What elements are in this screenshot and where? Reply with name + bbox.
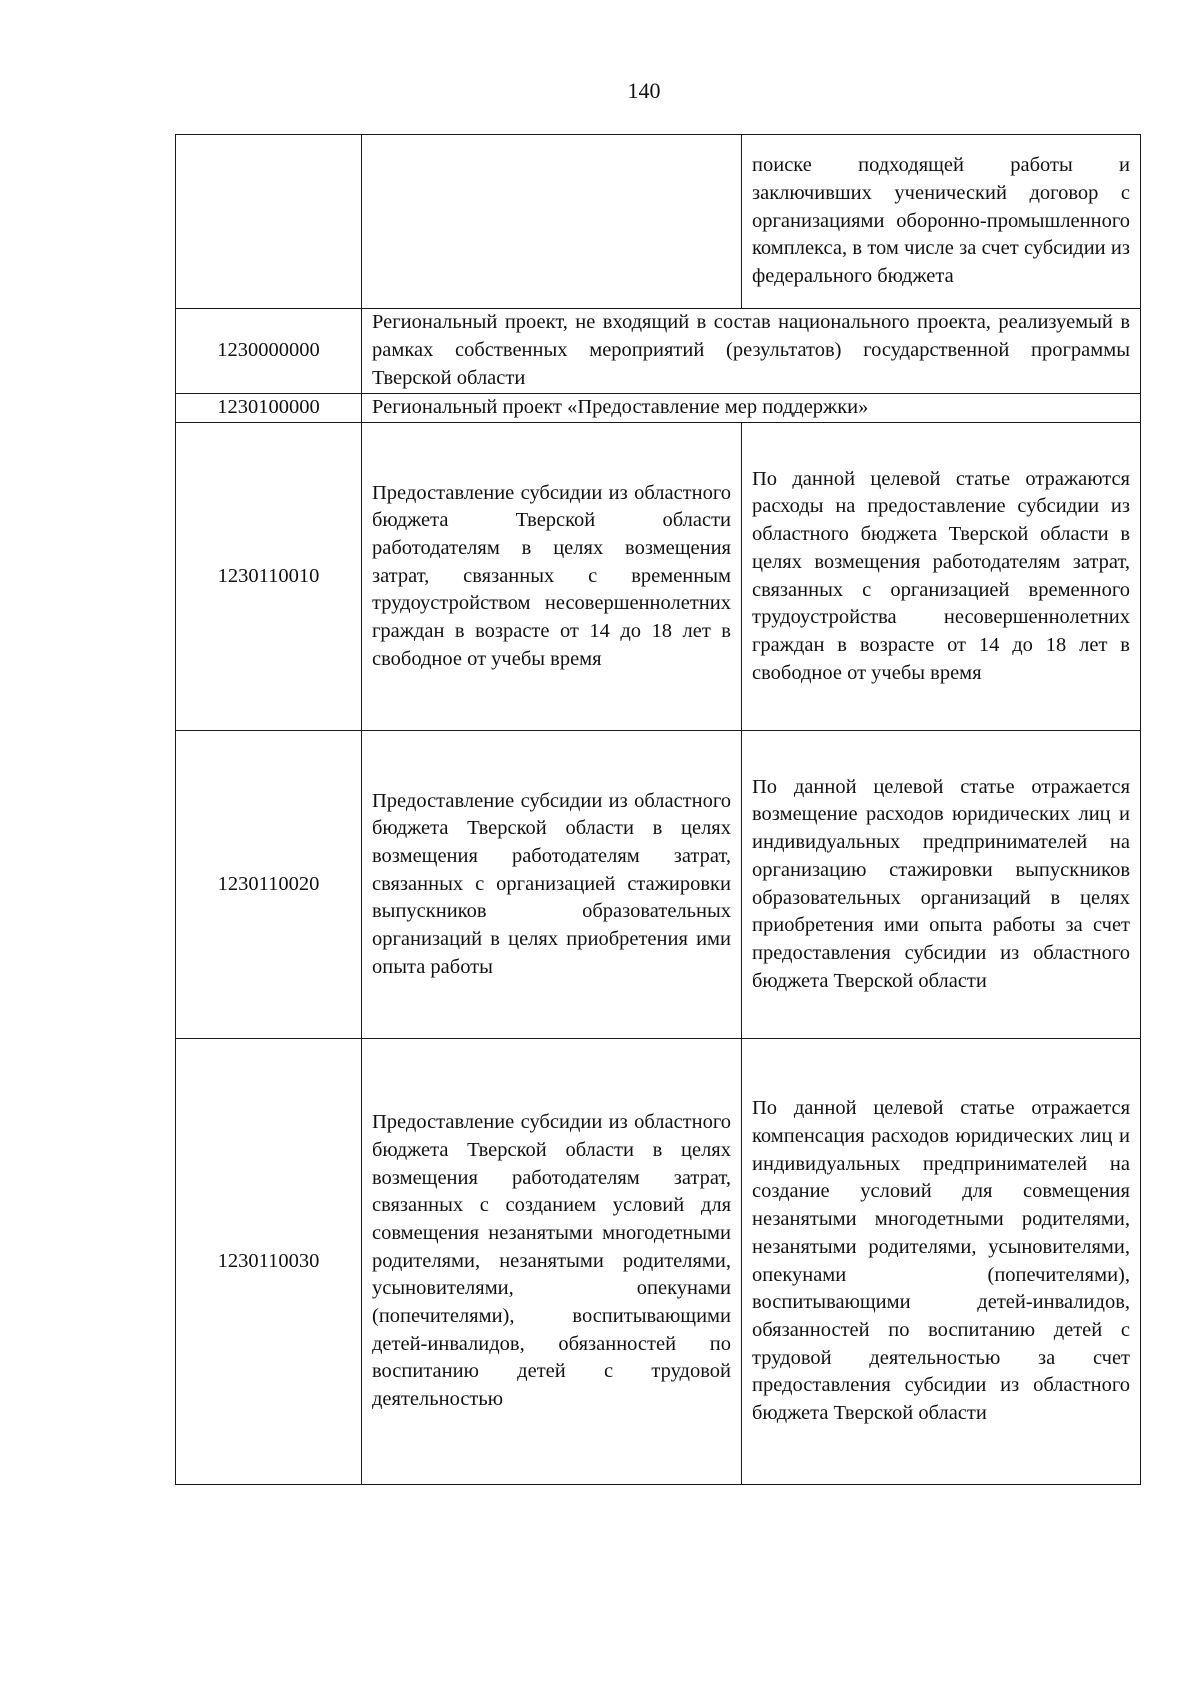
table-row — [176, 731, 1141, 1039]
description-cell: По данной целевой статье отражается компенсация расходов юридических лиц и индивидуальных предпринимателей на создание условий для совмещения незанятыми многодетными родителями, незанятыми родителями, усыновителями, опекунами (попечителями), воспитывающими детей-инвалидов, обязанностей по воспитанию детей с трудовой деятельностью за счет предоставления субсидии из областного бюджета Тверской области — [742, 1039, 1141, 1485]
table-row — [176, 1039, 1141, 1485]
code-cell: 1230000000 — [176, 309, 362, 394]
code-cell — [176, 135, 362, 309]
code-cell: 1230100000 — [176, 394, 362, 423]
description-cell: поиске подходящей работы и заключивших ученический договор с организациями оборонно-промышленного комплекса, в том числе за счет субсидии из федерального бюджета — [742, 135, 1141, 309]
name-cell: Предоставление субсидии из областного бюджета Тверской области в целях возмещения работодателям затрат, связанных с созданием условий для совмещения незанятыми многодетными родителями, незанятыми родителями, усыновителями, опекунами (попечителями), воспитывающими детей-инвалидов, обязанностей по воспитанию детей с трудовой деятельностью — [362, 1039, 742, 1485]
code-cell: 1230110020 — [176, 731, 362, 1039]
name-cell — [362, 135, 742, 309]
merged-name-cell: Региональный проект, не входящий в состав национального проекта, реализуемый в рамках собственных мероприятий (результатов) государственной программы Тверской области — [362, 309, 1141, 394]
description-cell: По данной целевой статье отражается возмещение расходов юридических лиц и индивидуальных предпринимателей на организацию стажировки выпускников образовательных организаций в целях приобретения ими опыта работы за счет предоставления субсидии из областного бюджета Тверской области — [742, 731, 1141, 1039]
code-cell: 1230110010 — [176, 423, 362, 731]
table-row — [176, 309, 1141, 394]
description-cell: По данной целевой статье отражаются расходы на предоставление субсидии из областного бюджета Тверской области в целях возмещения работодателям затрат, связанных с организацией временного трудоустройства несовершеннолетних граждан в возрасте от 14 до 18 лет в свободное от учебы время — [742, 423, 1141, 731]
name-cell: Предоставление субсидии из областного бюджета Тверской области в целях возмещения работодателям затрат, связанных с организацией стажировки выпускников образовательных организаций в целях приобретения ими опыта работы — [362, 731, 742, 1039]
table-row — [176, 394, 1141, 423]
budget-classification-table — [175, 134, 1141, 1485]
merged-name-cell: Региональный проект «Предоставление мер поддержки» — [362, 394, 1141, 423]
page-number: 140 — [627, 78, 661, 103]
name-cell: Предоставление субсидии из областного бюджета Тверской области работодателям в целях возмещения затрат, связанных с временным трудоустройством несовершеннолетних граждан в возрасте от 14 до 18 лет в свободное от учебы время — [362, 423, 742, 731]
table-row — [176, 135, 1141, 309]
code-cell: 1230110030 — [176, 1039, 362, 1485]
table-row — [176, 423, 1141, 731]
